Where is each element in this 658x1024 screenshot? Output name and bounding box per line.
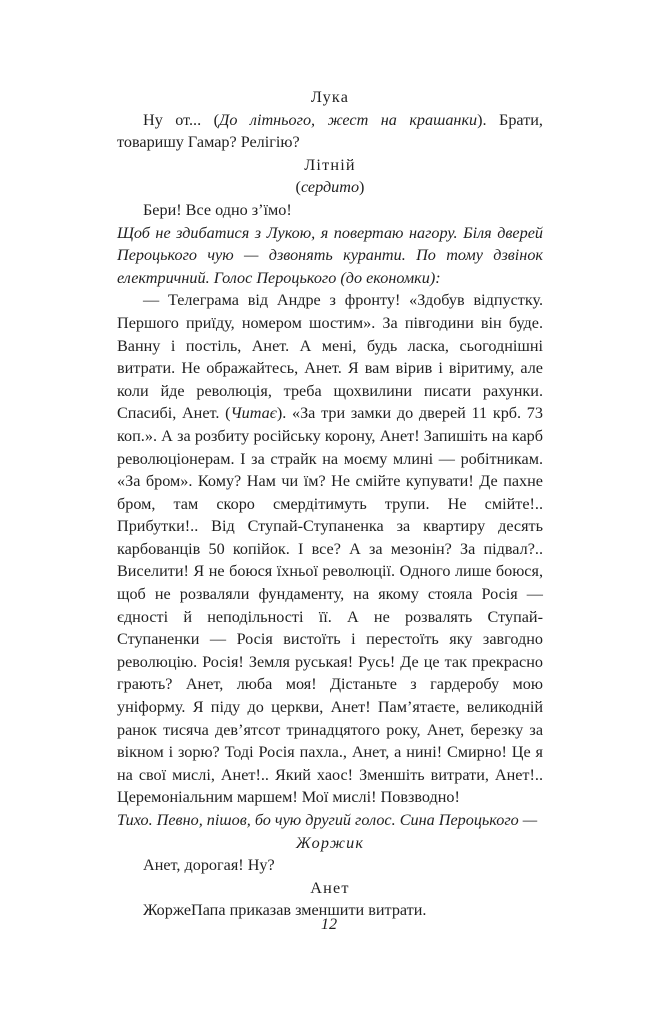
- stage-direction: [117, 176, 543, 199]
- text-run: Ну от... (: [143, 110, 220, 129]
- speech-paragraph: [117, 109, 543, 154]
- speaker-name: Анет: [310, 878, 350, 897]
- speech-paragraph: [117, 289, 543, 809]
- text-run: (: [295, 178, 301, 197]
- text-run: — Телеграма від Андре з фронту! «Здобув відпустку. Першого приїду, номером шостим». За півгодини він буде. Ванну і постіль, Анет. А мені, будь ласка, сьогоднішні витрати. Не ображайтесь, Анет. Я вам вірив і віритиму, але коли йде революція, треба щохвилини писати рахунки. Спасибі, Анет. (: [117, 291, 543, 423]
- text-run: Бери! Все одно з’їмо!: [143, 200, 292, 219]
- text-run: ЖоржеПапа приказав зменшити витрати.: [143, 901, 427, 920]
- page-number: 12: [320, 915, 338, 933]
- speaker-name: Лука: [310, 88, 350, 106]
- italic-text: Тихо. Певно, пішов, бо чую другий голос. Сина Пероцького —: [117, 811, 538, 829]
- text-run: ): [359, 178, 365, 197]
- speech-paragraph: [117, 854, 543, 877]
- text-run: ). «За три замки до дверей 11 крб. 73 коп.». А за розбиту російську корону, Анет! Запишіть на карб революціонерам. І за страйк на моєму млині — робітникам. «За бром». Кому? Нам чи їм? Не смійте купувати! Де пахне бром, там скоро смердітимуть трупи. Не смійте!.. Прибутки!.. Від Ступай-Ступаненка за квартиру десять карбованців 50 копійок. І все? А за мезонін? За підвал?.. Виселити! Я не боюся їхньої революції. Одного лише боюся, щоб не розваляли фундаменту, на якому стояла Росія — єдності й неподільності її. А не розвалять Ступай-Ступаненки — Росія вистоїть і перестоїть яку завгодно революцію. Росія! Земля руськая! Русь! Де це так прекрасно грають? Анет, люба моя! Дістаньте з гардеробу мою уніформу. Я піду до церкви, Анет! Пам’ятаєте, великодній ранок тисяча дев’ятсот тринадцятого року, Анет, березку за вікном і зорю? Тоді Росія пахла., Анет, а нині! Смирно! Це я на свої мислі, Анет!.. Який хаос! Зменшіть витрати, Анет!.. Церемоніальним маршем! Мої мислі! Повзводно!: [117, 404, 543, 807]
- text-run: ). Брати, товаришу Гамар? Релігію?: [117, 110, 543, 152]
- text-run: Анет, дорогая! Ну?: [143, 856, 275, 875]
- speaker-name: Жоржик: [295, 833, 365, 852]
- stage-direction: [117, 222, 543, 290]
- speaker-name: Літній: [304, 155, 356, 174]
- italic-text: сердито: [300, 178, 360, 197]
- italic-text: Щоб не здибатися з Лукою, я повертаю нагору. Біля дверей Пероцького чую — дзвонять куранти. По тому дзвінок електричний. Голос Пероцького (до економки):: [117, 223, 543, 287]
- italic-text: До літнього, жест на крашанки: [219, 110, 478, 129]
- speech-paragraph: [117, 199, 543, 222]
- stage-direction: [117, 809, 543, 832]
- page-text: [117, 86, 543, 922]
- italic-text: Читає: [230, 404, 277, 423]
